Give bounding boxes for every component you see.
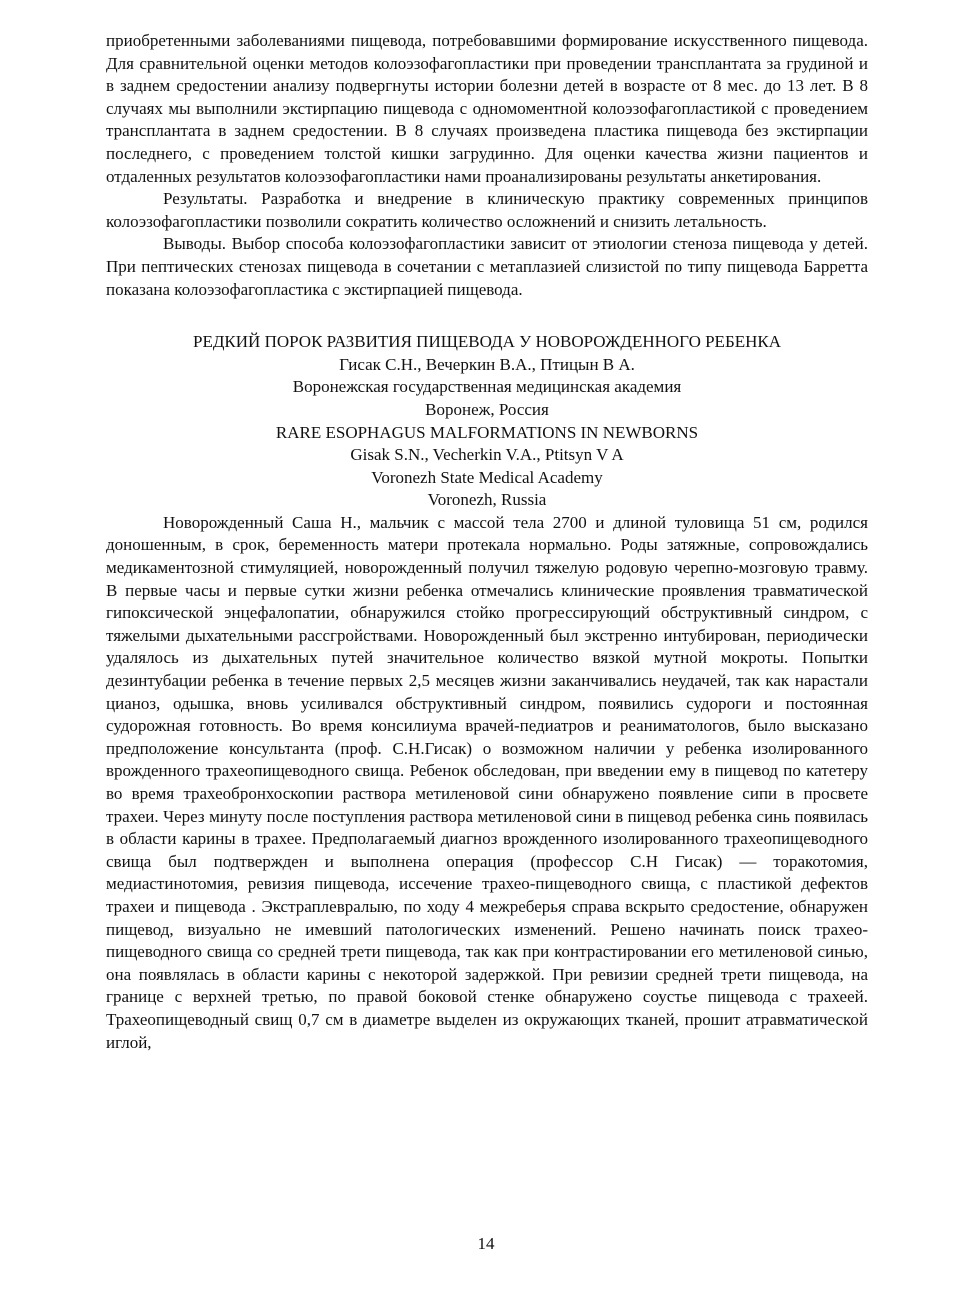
article-city-en: Voronezh, Russia bbox=[427, 490, 547, 510]
article-authors-en: Gisak S.N., Vecherkin V.A., Ptitsyn V A bbox=[350, 445, 624, 465]
page-number: 14 bbox=[477, 1234, 495, 1253]
article-city-ru: Воронеж, Россия bbox=[425, 399, 549, 419]
article-heading bbox=[106, 331, 868, 512]
continuation-paragraph-1: приобретенными заболеваниями пищевода, потребовавшими формирование искусственного пищевода. Для сравнительной оценки методов колоэзофагопластики при проведении трансплантата за грудиной и в заднем средостении анализу подвергнуты истории болезни детей в возрасте от 8 мес. до 13 лет. В 8 случаях мы выполнили экстирпацию пищевода с одномоментной колоэзофагопластикой с проведением трансплантата в заднем средостении. В 8 случаях произведена пластика пищевода без экстирпации последнего, с проведением толстой кишки загрудинно. Для оценки качества жизни пациентов и отдаленных результатов колоэзофагопластики нами проанализированы результаты анкетирования. bbox=[106, 31, 868, 186]
article-authors-ru: Гисак С.Н., Вечеркин В.А., Птицын В А. bbox=[339, 354, 635, 374]
article-institution-ru: Воронежская государственная медицинская академия bbox=[292, 377, 682, 397]
article-title-en: RARE ESOPHAGUS MALFORMATIONS IN NEWBORNS bbox=[275, 422, 699, 442]
article-body-paragraph: Новорожденный Саша Н., мальчик с массой тела 2700 и длиной туловища 51 см, родился доношенным, в срок, беременность матери протекала нормально. Роды затяжные, сопровождались медикаментозной стимуляцией, новорожденный получил тяжелую родовую черепно-мозговую травму. В первые часы и первые сутки жизни ребенка отмечались клинические проявления травматической гипоксической энцефалопатии, обнаружился стойко прогрессирующий обструктивный синдром, с тяжелыми дыхательными рассгройствами. Новорожденный был экстренно интубирован, периодически удалялось из дыхательных путей значительное количество вязкой мутной мокроты. Попытки дезинтубации ребенка в течение первых 2,5 месяцев жизни заканчивались неудачей, так как нарастали цианоз, одышка, вновь усиливался обструктивный синдром, появились судороги и постоянная судорожная готовность. Во время консилиума врачей-педиатров и реаниматологов, было высказано предположение консультанта (проф. С.Н.Гисак) о возможном наличии у ребенка изолированного врожденного трахеопищеводного свища. Ребенок обследован, при введении ему в пищевод по катетеру во время трахеобронхоскопии раствора метиленовой сини обнаружено появление сипи в просвете трахеи. Через минуту после поступления раствора метиленовой сини в пищевод ребенка синь появилась в области карины в трахее. Предполагаемый диагноз врожденного изолированного трахеопищеводного свища был подтвержден и выполнена операция (профессор С.Н Гисак) — торакотомия, медиастинотомия, ревизия пищевода, иссечение трахео-пищеводного свища, с пластикой дефектов трахеи и пищевода . Экстраплевралыю, по ходу 4 межреберья справа вскрыто средостение, обнаружен пищевод, визуально не имевший патологических изменений. Решено начинать поиск трахео- пищеводного свища со средней трети пищевода, так как при контрастировании его метиленовой синью, она появлялась в области карины с некоторой задержкой. При ревизии средней трети пищевода, на границе с верхней третью, по правой боковой стенке обнаружено соустье пищевода с трахеей. Трахеопищеводный свищ 0,7 см в диаметре выделен из окружающих тканей, прошит атравматической иглой, bbox=[106, 512, 868, 1052]
article-title-ru: РЕДКИЙ ПОРОК РАЗВИТИЯ ПИЩЕВОДА У НОВОРОЖДЕННОГО РЕБЕНКА bbox=[193, 332, 781, 352]
article-institution-en: Voronezh State Medical Academy bbox=[371, 467, 603, 487]
conclusions-paragraph: Выводы. Выбор способа колоэзофагопластики зависит от этиологии стеноза пищевода у детей. При пептических стенозах пищевода в сочетании с метаплазией слизистой по типу пищевода Барретта показана колоэзофагопластика с экстирпацией пищевода. bbox=[106, 234, 868, 299]
results-paragraph: Результаты. Разработка и внедрение в клиническую практику современных принципов колоэзофагопластики позволили сократить количество осложнений и снизить летальность. bbox=[106, 189, 868, 231]
